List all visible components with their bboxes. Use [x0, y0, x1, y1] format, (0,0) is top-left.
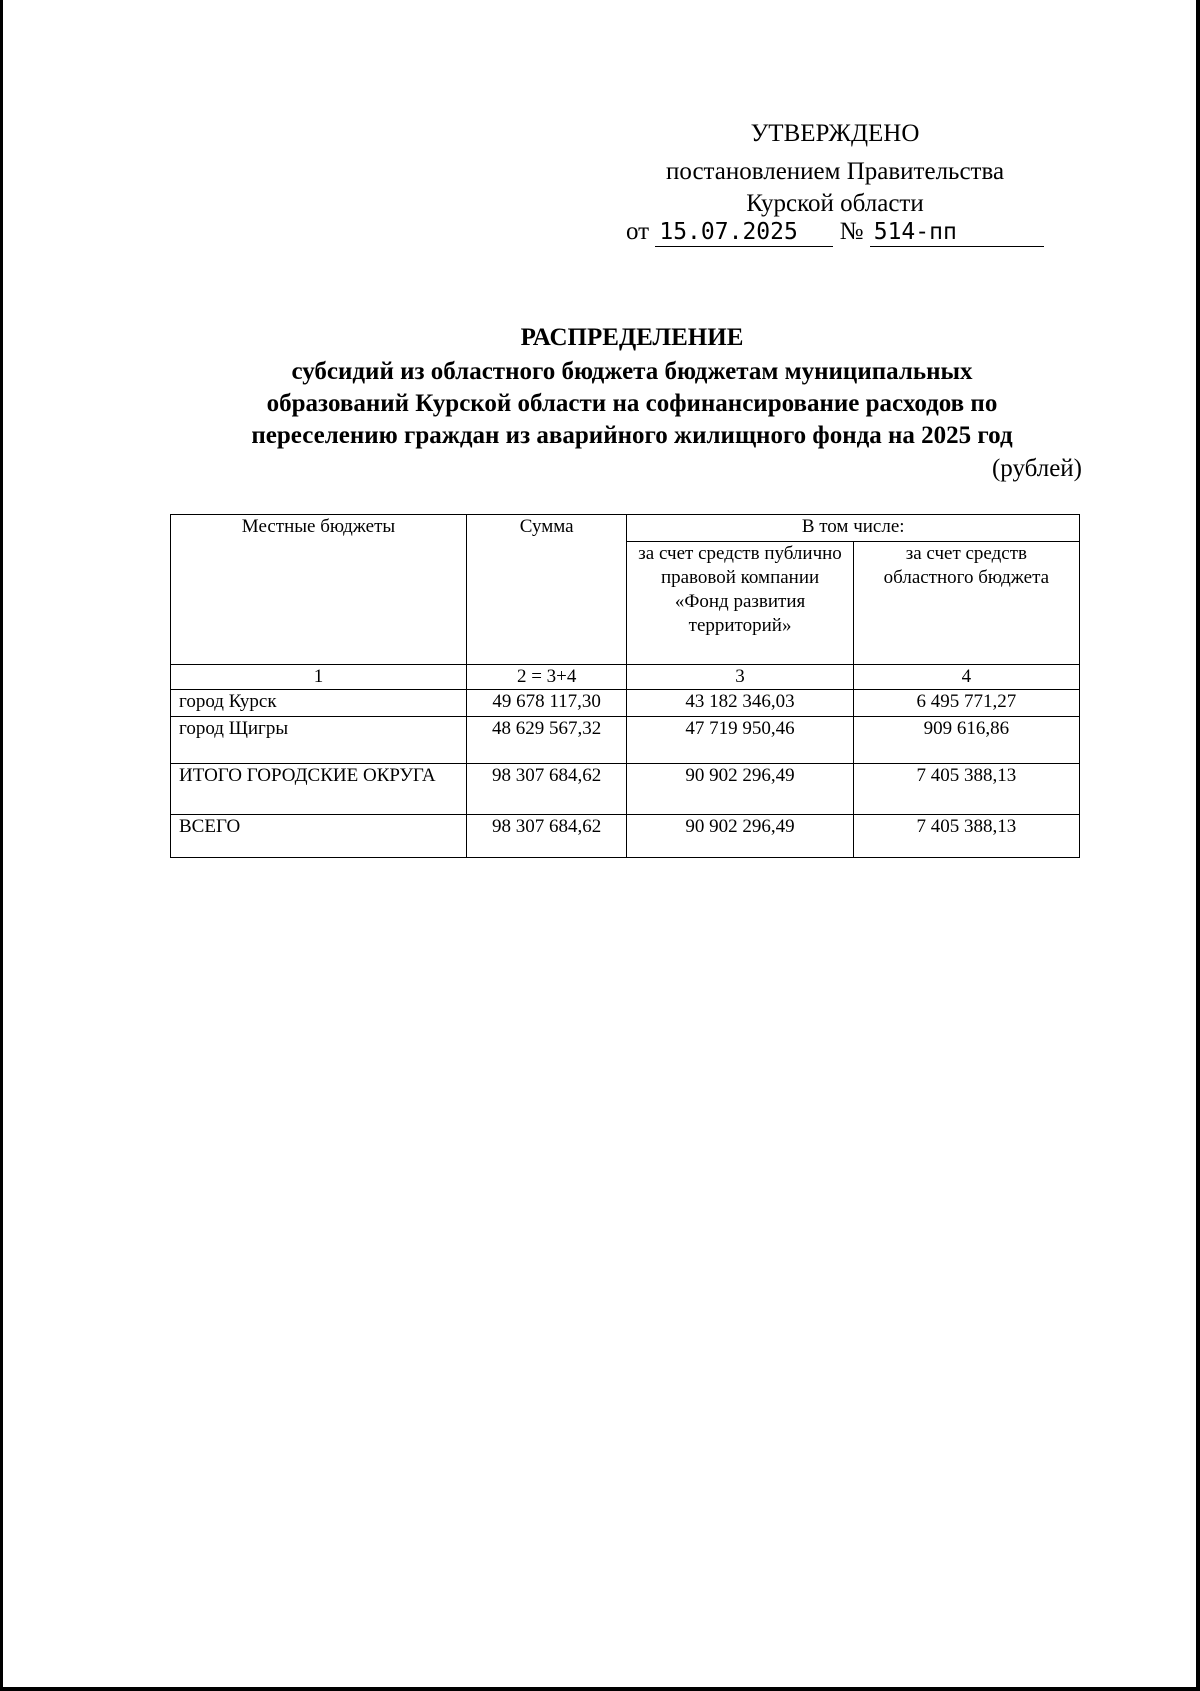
- scan-edge-right: [1196, 0, 1200, 1691]
- document-title-line-2: образований Курской области на софинансирование расходов по: [266, 390, 998, 417]
- row-regional-cell: 909 616,86: [853, 717, 1079, 764]
- scan-edge-left: [0, 0, 3, 1691]
- table-row: [171, 690, 1080, 717]
- row-sum-cell: 98 307 684,62: [466, 815, 626, 858]
- index-cell: 1: [171, 665, 467, 690]
- distribution-table: [170, 514, 1080, 858]
- row-fund-cell: 90 902 296,49: [627, 764, 853, 815]
- row-sum-cell: 48 629 567,32: [466, 717, 626, 764]
- decree-reference: [626, 216, 1044, 248]
- row-name-cell: ВСЕГО: [171, 815, 467, 858]
- approval-stamp: УТВЕРЖДЕНО: [750, 120, 920, 147]
- row-regional-cell: 6 495 771,27: [853, 690, 1079, 717]
- decree-date: 15.07.2025: [655, 218, 833, 247]
- row-sum-cell: 98 307 684,62: [466, 764, 626, 815]
- table-header-row: [171, 515, 1080, 542]
- table-row-total: [171, 815, 1080, 858]
- header-sum: Сумма: [466, 515, 626, 665]
- table-row: [171, 717, 1080, 764]
- document-title-line-3: переселению граждан из аварийного жилищного фонда на 2025 год: [251, 422, 1013, 449]
- header-fund-share: за счет средств публично правовой компании «Фонд развития территорий»: [627, 542, 853, 665]
- header-including: В том числе:: [627, 515, 1080, 542]
- row-fund-cell: 90 902 296,49: [627, 815, 853, 858]
- from-label: от: [626, 218, 650, 245]
- table-row-subtotal: [171, 764, 1080, 815]
- row-sum-cell: 49 678 117,30: [466, 690, 626, 717]
- unit-label: (рублей): [991, 455, 1082, 482]
- row-name-cell: город Курск: [171, 690, 467, 717]
- approval-line-1: постановлением Правительства: [665, 158, 1005, 185]
- scan-edge-bottom: [0, 1687, 1200, 1691]
- document-heading: РАСПРЕДЕЛЕНИЕ: [520, 324, 744, 351]
- row-regional-cell: 7 405 388,13: [853, 764, 1079, 815]
- header-regional-share: за счет средств областного бюджета: [853, 542, 1079, 665]
- row-name-cell: ИТОГО ГОРОДСКИЕ ОКРУГА: [171, 764, 467, 815]
- row-fund-cell: 43 182 346,03: [627, 690, 853, 717]
- row-fund-cell: 47 719 950,46: [627, 717, 853, 764]
- decree-number: 514-пп: [870, 218, 1044, 247]
- row-name-cell: город Щигры: [171, 717, 467, 764]
- index-cell: 4: [853, 665, 1079, 690]
- table-index-row: [171, 665, 1080, 690]
- index-cell: 2 = 3+4: [466, 665, 626, 690]
- approval-line-2: Курской области: [746, 190, 924, 217]
- number-sign: №: [839, 218, 864, 245]
- document-title-line-1: субсидий из областного бюджета бюджетам муниципальных: [291, 358, 973, 385]
- index-cell: 3: [627, 665, 853, 690]
- header-local-budgets: Местные бюджеты: [171, 515, 467, 665]
- row-regional-cell: 7 405 388,13: [853, 815, 1079, 858]
